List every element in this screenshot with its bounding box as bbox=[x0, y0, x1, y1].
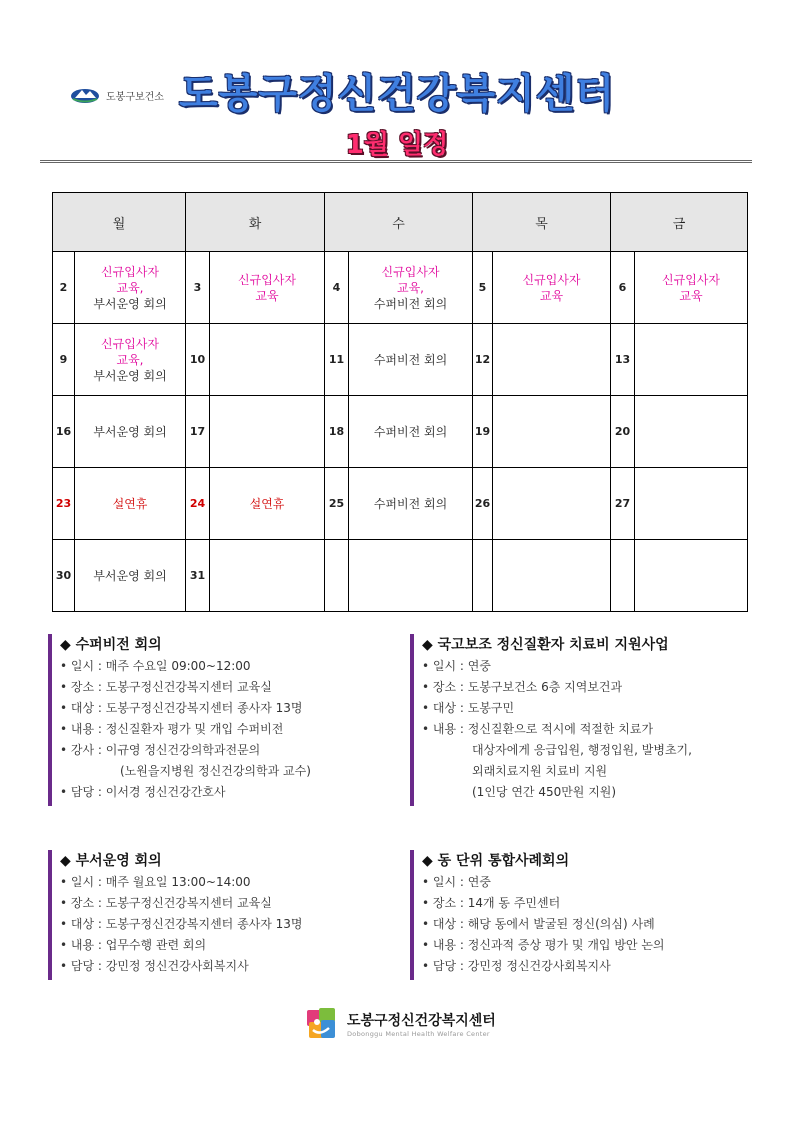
event-text: 신규입사자 bbox=[101, 264, 159, 279]
day-events bbox=[493, 396, 611, 468]
day-number: 18 bbox=[325, 396, 349, 468]
treatment-support-section bbox=[410, 634, 760, 806]
day-number: 30 bbox=[53, 540, 75, 612]
event-text: 부서운영 회의 bbox=[93, 296, 167, 311]
event-text: 수퍼비전 회의 bbox=[373, 296, 448, 311]
event-text: 부서운영 회의 bbox=[93, 424, 167, 439]
day-number: 3 bbox=[186, 252, 210, 324]
section-bar bbox=[410, 850, 414, 980]
info-line: 대상자에게 응급입원, 행정입원, 발병초기, bbox=[472, 743, 692, 757]
info-line: (노원을지병원 정신건강의학과 교수) bbox=[120, 764, 311, 778]
day-events bbox=[75, 396, 186, 468]
day-events bbox=[635, 252, 748, 324]
day-events bbox=[210, 396, 325, 468]
day-events bbox=[349, 396, 473, 468]
day-number: 10 bbox=[186, 324, 210, 396]
calendar-body bbox=[53, 252, 748, 612]
day-number: 31 bbox=[186, 540, 210, 612]
day-events bbox=[493, 324, 611, 396]
day-events bbox=[210, 324, 325, 396]
event-text: 교육, bbox=[116, 280, 144, 295]
event-text: 신규입사자 bbox=[238, 272, 296, 287]
day-events bbox=[349, 468, 473, 540]
day-events bbox=[349, 324, 473, 396]
event-text: 설연휴 bbox=[249, 496, 285, 511]
day-number: 23 bbox=[53, 468, 75, 540]
day-number bbox=[611, 540, 635, 612]
info-line: • 일시 : 연중 bbox=[422, 659, 491, 673]
day-number: 19 bbox=[473, 396, 493, 468]
section-title: ◆ 동 단위 통합사례회의 bbox=[422, 853, 570, 869]
event-text: 부서운영 회의 bbox=[93, 568, 167, 583]
calendar-week-row bbox=[53, 468, 748, 540]
footer-logo bbox=[305, 1006, 496, 1042]
info-line: • 일시 : 매주 수요일 09:00~12:00 bbox=[60, 659, 251, 673]
info-line: • 강사 : 이규영 정신건강의학과전문의 bbox=[60, 743, 261, 757]
weekday-header: 목 bbox=[473, 193, 611, 252]
event-text: 설연휴 bbox=[112, 496, 148, 511]
day-events bbox=[635, 540, 748, 612]
day-events bbox=[210, 540, 325, 612]
weekday-header-row bbox=[53, 193, 748, 252]
info-line: • 일시 : 매주 월요일 13:00~14:00 bbox=[60, 875, 251, 889]
calendar-week-row bbox=[53, 252, 748, 324]
day-events bbox=[349, 252, 473, 324]
info-line: • 장소 : 도봉구정신건강복지센터 교육실 bbox=[60, 680, 272, 694]
section-title: ◆ 부서운영 회의 bbox=[60, 853, 162, 869]
day-number bbox=[325, 540, 349, 612]
event-text: 부서운영 회의 bbox=[93, 368, 167, 383]
day-number: 11 bbox=[325, 324, 349, 396]
info-line: • 대상 : 도봉구민 bbox=[422, 701, 515, 715]
page-subtitle: 1월 일정 bbox=[345, 130, 449, 160]
calendar-week-row bbox=[53, 396, 748, 468]
section-title: ◆ 수퍼비전 회의 bbox=[60, 637, 162, 653]
day-number: 5 bbox=[473, 252, 493, 324]
info-line: • 대상 : 도봉구정신건강복지센터 종사자 13명 bbox=[60, 701, 303, 715]
section-bar bbox=[48, 850, 52, 980]
day-number: 2 bbox=[53, 252, 75, 324]
section-bar bbox=[48, 634, 52, 806]
info-line: • 담당 : 이서경 정신건강간호사 bbox=[60, 785, 226, 799]
event-text: 교육 bbox=[539, 288, 564, 303]
day-number: 17 bbox=[186, 396, 210, 468]
day-events bbox=[635, 324, 748, 396]
department-meeting-section bbox=[48, 850, 398, 980]
day-number: 20 bbox=[611, 396, 635, 468]
calendar-week-row bbox=[53, 540, 748, 612]
day-events bbox=[75, 324, 186, 396]
event-text: 교육 bbox=[679, 288, 703, 303]
event-text: 수퍼비전 회의 bbox=[373, 352, 448, 367]
info-line: (1인당 연간 450만원 지원) bbox=[472, 785, 617, 799]
info-line: • 장소 : 도봉구보건소 6층 지역보건과 bbox=[422, 680, 623, 694]
info-line: • 내용 : 업무수행 관련 회의 bbox=[60, 938, 207, 952]
weekday-header: 금 bbox=[611, 193, 748, 252]
weekday-header: 월 bbox=[53, 193, 186, 252]
day-number: 12 bbox=[473, 324, 493, 396]
info-line: • 내용 : 정신과적 증상 평가 및 개입 방안 논의 bbox=[422, 938, 665, 952]
day-events bbox=[210, 468, 325, 540]
day-number: 13 bbox=[611, 324, 635, 396]
event-text: 신규입사자 bbox=[662, 272, 720, 287]
day-events bbox=[493, 252, 611, 324]
day-events bbox=[210, 252, 325, 324]
day-number: 9 bbox=[53, 324, 75, 396]
day-number bbox=[473, 540, 493, 612]
day-number: 27 bbox=[611, 468, 635, 540]
day-events bbox=[635, 396, 748, 468]
day-number: 26 bbox=[473, 468, 493, 540]
center-logo-icon bbox=[305, 1006, 339, 1042]
info-line: • 담당 : 강민정 정신건강사회복지사 bbox=[60, 959, 249, 973]
info-line: • 대상 : 해당 동에서 발굴된 정신(의심) 사례 bbox=[422, 917, 655, 931]
event-text: 수퍼비전 회의 bbox=[373, 496, 448, 511]
event-text: 신규입사자 bbox=[522, 272, 581, 287]
info-line: • 장소 : 도봉구정신건강복지센터 교육실 bbox=[60, 896, 272, 910]
event-text: 교육, bbox=[116, 352, 144, 367]
footer-center-name: 도봉구정신건강복지센터 bbox=[347, 1013, 496, 1029]
info-line: • 대상 : 도봉구정신건강복지센터 종사자 13명 bbox=[60, 917, 303, 931]
event-text: 교육 bbox=[255, 288, 279, 303]
day-number: 16 bbox=[53, 396, 75, 468]
page-title: 도봉구정신건강복지센터 bbox=[178, 71, 616, 117]
day-number: 6 bbox=[611, 252, 635, 324]
day-events bbox=[75, 540, 186, 612]
info-line: • 담당 : 강민정 정신건강사회복지사 bbox=[422, 959, 611, 973]
day-events bbox=[493, 540, 611, 612]
event-text: 신규입사자 bbox=[381, 264, 440, 279]
day-number: 24 bbox=[186, 468, 210, 540]
day-number: 25 bbox=[325, 468, 349, 540]
day-events bbox=[75, 468, 186, 540]
info-line: • 내용 : 정신질환자 평가 및 개입 수퍼비전 bbox=[60, 722, 284, 736]
supervision-meeting-section bbox=[48, 634, 398, 806]
case-conference-section bbox=[410, 850, 760, 980]
event-text: 신규입사자 bbox=[101, 336, 159, 351]
weekday-header: 화 bbox=[186, 193, 325, 252]
calendar-table bbox=[52, 192, 748, 612]
section-title: ◆ 국고보조 정신질환자 치료비 지원사업 bbox=[422, 637, 669, 653]
calendar-week-row bbox=[53, 324, 748, 396]
info-line: • 일시 : 연중 bbox=[422, 875, 491, 889]
title-divider bbox=[40, 160, 752, 163]
day-events bbox=[75, 252, 186, 324]
day-events bbox=[635, 468, 748, 540]
info-line: • 내용 : 정신질환으로 적시에 적절한 치료가 bbox=[422, 722, 654, 736]
weekday-header: 수 bbox=[325, 193, 473, 252]
event-text: 교육, bbox=[397, 280, 424, 295]
day-events bbox=[493, 468, 611, 540]
info-line: 외래치료지원 치료비 지원 bbox=[472, 764, 608, 778]
org-name: 도봉구보건소 bbox=[106, 91, 164, 103]
event-text: 수퍼비전 회의 bbox=[373, 424, 448, 439]
day-number: 4 bbox=[325, 252, 349, 324]
footer-center-english: Dobonggu Mental Health Welfare Center bbox=[347, 1030, 490, 1038]
day-events bbox=[349, 540, 473, 612]
info-line: • 장소 : 14개 동 주민센터 bbox=[422, 896, 561, 910]
section-bar bbox=[410, 634, 414, 806]
